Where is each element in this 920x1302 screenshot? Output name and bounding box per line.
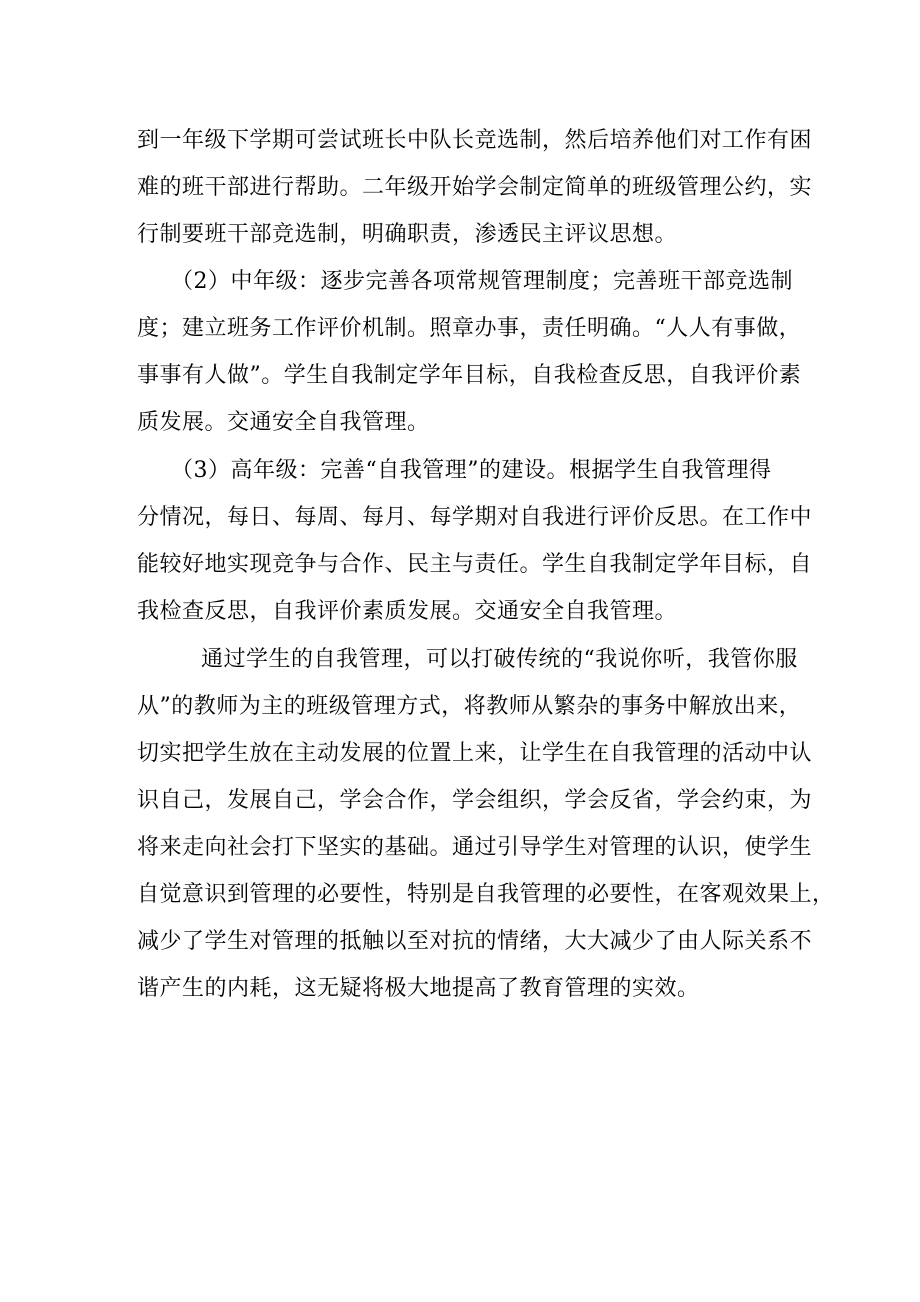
paragraph-line: 自觉意识到管理的必要性，特别是自我管理的必要性，在客观效果上， <box>137 882 835 907</box>
paragraph-line: 我检查反思，自我评价素质发展。交通安全自我管理。 <box>137 599 678 624</box>
paragraph-lower-grade-continuation <box>137 117 813 258</box>
paragraph-line: （2）中年级：逐步完善各项常规管理制度；完善班干部竞选制 <box>171 269 793 294</box>
paragraph-line: 谐产生的内耗，这无疑将极大地提高了教育管理的实效。 <box>137 976 700 1001</box>
paragraph-line: 事事有人做”。学生自我制定学年目标，自我检查反思，自我评价素 <box>137 363 802 388</box>
paragraph-line: （3）高年级：完善“自我管理”的建设。根据学生自我管理得 <box>171 458 772 483</box>
paragraph-line: 质发展。交通安全自我管理。 <box>137 410 430 435</box>
paragraph-line: 识自己，发展自己，学会合作，学会组织，学会反省，学会约束，为 <box>137 788 813 813</box>
paragraph-line: 难的班干部进行帮助。二年级开始学会制定简单的班级管理公约，实 <box>137 175 813 200</box>
paragraph-middle-grade <box>137 258 802 446</box>
paragraph-line: 切实把学生放在主动发展的位置上来，让学生在自我管理的活动中认 <box>137 741 813 766</box>
paragraph-line: 行制要班干部竞选制，明确职责，渗透民主评议思想。 <box>137 222 678 247</box>
paragraph-line: 能较好地实现竞争与合作、民主与责任。学生自我制定学年目标，自 <box>137 552 813 577</box>
paragraph-upper-grade <box>137 447 813 635</box>
paragraph-line: 度；建立班务工作评价机制。照章办事，责任明确。“人人有事做， <box>137 316 802 341</box>
paragraph-conclusion <box>137 636 835 1012</box>
paragraph-line: 到一年级下学期可尝试班长中队长竞选制，然后培养他们对工作有困 <box>137 128 813 153</box>
paragraph-line: 减少了学生对管理的抵触以至对抗的情绪，大大减少了由人际关系不 <box>137 929 813 954</box>
paragraph-line: 将来走向社会打下坚实的基础。通过引导学生对管理的认识，使学生 <box>137 835 813 860</box>
paragraph-line: 通过学生的自我管理，可以打破传统的“我说你听，我管你服 <box>201 647 798 672</box>
paragraph-line: 从”的教师为主的班级管理方式，将教师从繁杂的事务中解放出来， <box>137 694 802 719</box>
paragraph-line: 分情况，每日、每周、每月、每学期对自我进行评价反思。在工作中 <box>137 505 813 530</box>
